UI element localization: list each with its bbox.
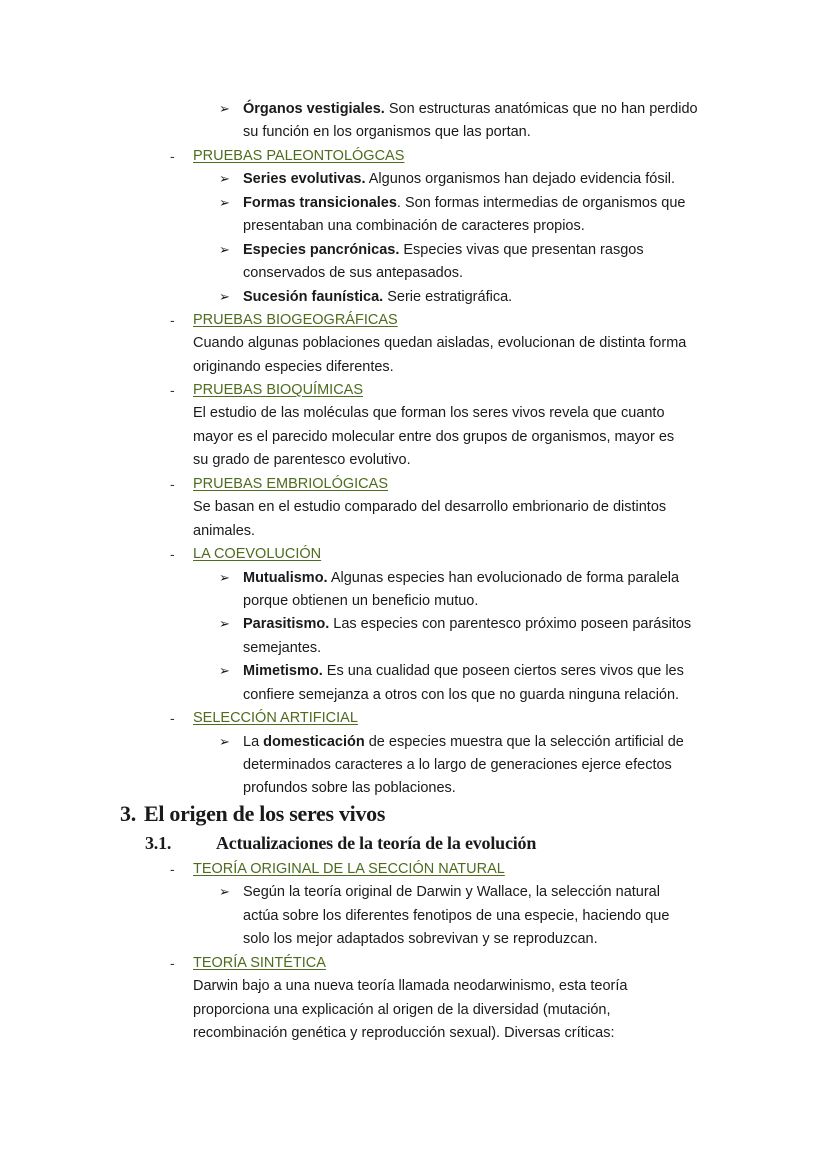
arrow-bullet-icon: ➢: [219, 616, 230, 631]
dash-bullet: -: [170, 148, 175, 164]
organos-text: Son estructuras anatómicas que no han perdido: [384, 101, 698, 117]
arrow-bullet-icon: ➢: [219, 884, 230, 899]
arrow-bullet-icon: ➢: [219, 663, 230, 678]
dash-bullet: -: [170, 476, 175, 492]
especies-term: Especies pancrónicas.: [243, 242, 400, 258]
section-title: El origen de los seres vivos: [144, 801, 386, 826]
parasit-line-2: semejantes.: [243, 640, 322, 656]
mimet-line-1: [243, 661, 684, 681]
sucesion-line-1: [243, 287, 512, 307]
organos-line-1: [243, 99, 698, 119]
formas-text: . Son formas intermedias de organismos que: [396, 195, 686, 211]
series-text: Algunos organismos han dejado evidencia fósil.: [365, 171, 676, 187]
arrow-bullet-icon: ➢: [219, 734, 230, 749]
sucesion-text: Serie estratigráfica.: [383, 289, 513, 305]
heading-la-coevolucion[interactable]: LA COEVOLUCIÓN: [193, 546, 322, 562]
arrow-bullet-icon: ➢: [219, 242, 230, 257]
heading-pruebas-bioquimicas[interactable]: PRUEBAS BIOQUÍMICAS: [193, 382, 364, 398]
segun-line-1: Según la teoría original de Darwin y Wallace, la selección natural: [243, 884, 660, 900]
parasit-line-1: [243, 614, 691, 634]
subsection-number: 3.1.: [145, 833, 172, 853]
subsection-title: Actualizaciones de la teoría de la evolución: [216, 833, 537, 853]
series-line-1: [243, 169, 675, 189]
dash-bullet: -: [170, 382, 175, 398]
especies-line-1: [243, 240, 644, 260]
parasit-term: Parasitismo.: [243, 616, 330, 632]
especies-text: Especies vivas que presentan rasgos: [399, 242, 644, 258]
domest-line-1: [243, 732, 684, 752]
formas-term: Formas transicionales: [243, 195, 397, 211]
organos-line-2: su función en los organismos que las portan.: [243, 124, 531, 140]
bioquim-line-2: mayor es el parecido molecular entre dos grupos de organismos, mayor es: [193, 429, 675, 445]
heading-teoria-original[interactable]: TEORÍA ORIGINAL DE LA SECCIÓN NATURAL: [193, 861, 505, 877]
sintetica-line-2: proporciona una explicación al origen de la diversidad (mutación,: [193, 1002, 611, 1018]
sintetica-line-3: recombinación genética y reproducción sexual). Diversas críticas:: [193, 1025, 615, 1041]
biogeo-line-1: Cuando algunas poblaciones quedan aisladas, evolucionan de distinta forma: [193, 335, 687, 351]
heading-seleccion-artificial[interactable]: SELECCIÓN ARTIFICIAL: [193, 710, 358, 726]
mimet-line-2: confiere semejanza a otros con los que no guarda ninguna relación.: [243, 687, 680, 703]
dash-bullet: -: [170, 312, 175, 328]
section-number: 3.: [120, 801, 136, 826]
heading-pruebas-biogeograficas[interactable]: PRUEBAS BIOGEOGRÁFICAS: [193, 312, 398, 328]
sintetica-line-1: Darwin bajo a una nueva teoría llamada neodarwinismo, esta teoría: [193, 978, 628, 994]
mutual-line-1: [243, 568, 679, 588]
dash-bullet: -: [170, 710, 175, 726]
formas-line-1: [243, 193, 685, 213]
especies-line-2: conservados de sus antepasados.: [243, 265, 464, 281]
arrow-bullet-icon: ➢: [219, 570, 230, 585]
arrow-bullet-icon: ➢: [219, 289, 230, 304]
dash-bullet: -: [170, 955, 175, 971]
mimet-text: Es una cualidad que poseen ciertos seres vivos que les: [322, 663, 684, 679]
heading-teoria-sintetica[interactable]: TEORÍA SINTÉTICA: [193, 955, 326, 971]
bioquim-line-1: El estudio de las moléculas que forman los seres vivos revela que cuanto: [193, 405, 665, 421]
mutual-term: Mutualismo.: [243, 570, 328, 586]
organos-term: Órganos vestigiales.: [243, 101, 385, 117]
parasit-text: Las especies con parentesco próximo poseen parásitos: [329, 616, 692, 632]
embrio-line-2: animales.: [193, 523, 256, 539]
mutual-line-2: porque obtienen un beneficio mutuo.: [243, 593, 479, 609]
domest-line-2: determinados caracteres a lo largo de generaciones ejerce efectos: [243, 757, 672, 773]
domest-text: de especies muestra que la selección artificial de: [364, 734, 684, 750]
formas-line-2: presentaban una combinación de caracteres propios.: [243, 218, 585, 234]
domest-term: domesticación: [263, 734, 365, 750]
heading-pruebas-embriologicas[interactable]: PRUEBAS EMBRIOLÓGICAS: [193, 476, 388, 492]
sucesion-term: Sucesión faunística.: [243, 289, 384, 305]
segun-line-2: actúa sobre los diferentes fenotipos de una especie, haciendo que: [243, 908, 670, 924]
heading-pruebas-paleontologicas[interactable]: PRUEBAS PALEONTOLÓGCAS: [193, 148, 405, 164]
bioquim-line-3: su grado de parentesco evolutivo.: [193, 452, 411, 468]
dash-bullet: -: [170, 861, 175, 877]
segun-line-3: solo los mejor adaptados sobrevivan y se reproduzcan.: [243, 931, 598, 947]
domest-pre: La: [243, 734, 264, 750]
mutual-text: Algunas especies han evolucionado de forma paralela: [327, 570, 680, 586]
arrow-bullet-icon: ➢: [219, 171, 230, 186]
mimet-term: Mimetismo.: [243, 663, 323, 679]
arrow-bullet-icon: ➢: [219, 195, 230, 210]
series-term: Series evolutivas.: [243, 171, 366, 187]
arrow-bullet-icon: ➢: [219, 101, 230, 116]
domest-line-3: profundos sobre las poblaciones.: [243, 780, 456, 796]
dash-bullet: -: [170, 546, 175, 562]
biogeo-line-2: originando especies diferentes.: [193, 359, 394, 375]
embrio-line-1: Se basan en el estudio comparado del desarrollo embrionario de distintos: [193, 499, 667, 515]
